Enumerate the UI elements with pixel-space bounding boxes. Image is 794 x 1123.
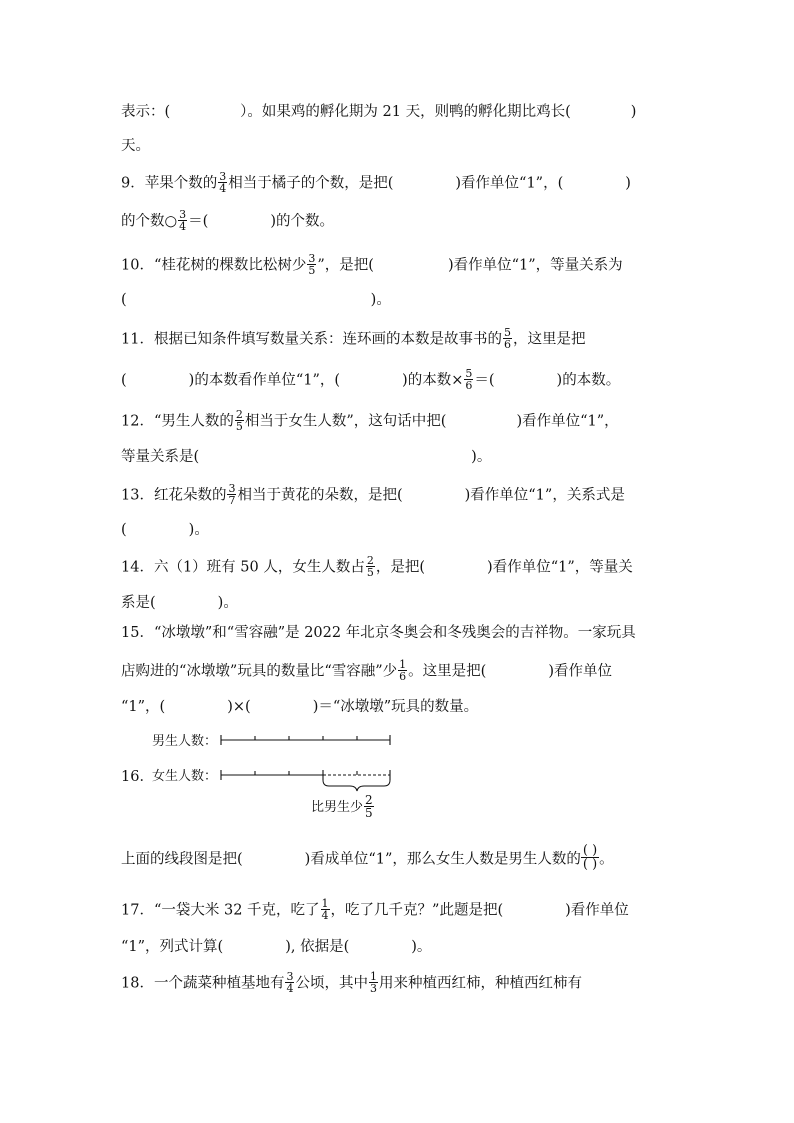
question-text: 17．“一袋大米 32 千克，吃了 xyxy=(121,902,320,919)
brace-text: 比男生少 xyxy=(311,800,364,815)
girl-segment-line xyxy=(221,770,390,780)
girl-count-label: 女生人数： xyxy=(152,769,218,784)
question-text: ( xyxy=(121,522,127,538)
question-text: ，这里是把 xyxy=(512,331,586,348)
fraction: $\frac{1}{3}$ xyxy=(369,970,377,995)
question-text: 公顷，其中 xyxy=(295,975,368,992)
question-text: ，吃了几千克？”此题是把( xyxy=(330,902,504,919)
fraction: $\frac{3}{5}$ xyxy=(308,252,316,277)
brace-label xyxy=(311,795,375,820)
question-text: )。 xyxy=(370,292,391,308)
question-text: )。 xyxy=(471,449,492,465)
question-text: )×( xyxy=(227,699,251,715)
question-text: 18．一个蔬菜种植基地有 xyxy=(121,975,285,992)
question-text: 相当于橘子的个数，是把( xyxy=(228,175,394,192)
fraction: $\frac{1}{6}$ xyxy=(399,658,407,683)
fraction: $\frac{2}{5}$ xyxy=(366,554,374,579)
question-16-number: 16． xyxy=(121,769,154,785)
question-text: ＝( xyxy=(474,372,495,389)
question-text: 等量关系是( xyxy=(121,449,200,465)
question-text: )的本数看作单位“1”，( xyxy=(188,372,341,389)
question-text: 相当于女生人数”，这句话中把( xyxy=(244,413,447,430)
question-text: ）。如果鸡的孵化期为 21 天，则鸭的孵化期比鸡长( xyxy=(240,104,571,120)
fraction: $\frac{3}{4}$ xyxy=(179,208,187,233)
question-text: 14．六（1）班有 50 人，女生人数占 xyxy=(121,559,365,576)
question-text: )。 xyxy=(188,522,209,538)
question-text: “1”，( xyxy=(121,699,166,715)
question-text: 10．“桂花树的棵数比松树少 xyxy=(121,257,307,274)
question-text: 15．“冰墩墩”和“雪容融”是 2022 年北京冬奥会和冬残奥会的吉祥物。一家玩具 xyxy=(121,625,636,641)
question-text: )看作单位“1”，( xyxy=(455,175,564,192)
question-text: ) xyxy=(630,104,637,120)
fraction: $\frac{1}{4}$ xyxy=(321,897,329,922)
fraction: $\frac{5}{6}$ xyxy=(465,367,473,392)
question-text: )看作单位“1”， xyxy=(516,413,619,430)
question-text: 相当于黄花的朵数，是把( xyxy=(237,487,403,504)
question-text: 上面的线段图是把( xyxy=(121,851,243,868)
answer-fraction-blank[interactable]: ( ) ( ) xyxy=(582,843,598,872)
fraction: $\frac{3}{4}$ xyxy=(286,970,294,995)
question-text: 13．红花朵数的 xyxy=(121,487,227,504)
question-text: 系是( xyxy=(121,595,156,611)
brace-fraction: $\frac{2}{5}$ xyxy=(365,793,373,820)
question-text: )看作单位“1”，等量关 xyxy=(487,559,633,576)
question-text: )看作单位 xyxy=(548,663,612,680)
question-text: )。 xyxy=(217,595,238,611)
question-text: ，是把( xyxy=(375,559,426,576)
question-text: 的个数○ xyxy=(121,213,178,230)
question-text: )＝“冰墩墩”玩具的数量。 xyxy=(312,699,479,715)
brace xyxy=(323,780,390,791)
question-text: 天。 xyxy=(121,138,150,154)
question-text: 11．根据已知条件填写数量关系：连环画的本数是故事书的 xyxy=(121,331,502,348)
question-text: ( xyxy=(121,372,127,389)
question-text: 12．“男生人数的 xyxy=(121,413,234,430)
question-text: )的本数。 xyxy=(556,372,621,389)
question-text: )的本数× xyxy=(402,372,464,389)
question-text: ”，是把( xyxy=(317,257,374,274)
fraction: $\frac{5}{6}$ xyxy=(503,326,511,351)
fraction: $\frac{2}{5}$ xyxy=(235,408,243,433)
question-text: 店购进的“冰墩墩”玩具的数量比“雪容融”少 xyxy=(121,663,398,680)
question-text: )看作单位“1”，关系式是 xyxy=(464,487,625,504)
question-text: ), 依据是( xyxy=(285,939,350,955)
question-text: 用来种植西红柿，种植西红柿有 xyxy=(378,975,582,992)
boy-segment-line xyxy=(221,735,390,745)
question-text: 9．苹果个数的 xyxy=(121,175,218,192)
question-text: )看作单位“1”，等量关系为 xyxy=(447,257,623,274)
question-text: ＝( xyxy=(188,213,209,230)
question-text: 表示：( xyxy=(121,104,171,120)
question-text: 。 xyxy=(599,851,614,868)
question-text: )的个数。 xyxy=(270,213,334,230)
question-text: )。 xyxy=(411,939,432,955)
fraction: $\frac{3}{4}$ xyxy=(219,170,227,195)
question-text: )看成单位“1”，那么女生人数是男生人数的 xyxy=(304,851,581,868)
question-text: )看作单位 xyxy=(565,902,629,919)
question-text: “1”，列式计算( xyxy=(121,939,224,955)
question-text: ) xyxy=(625,175,631,192)
boy-count-label: 男生人数： xyxy=(152,734,218,749)
question-text: 。这里是把( xyxy=(408,663,487,680)
fraction: $\frac{3}{7}$ xyxy=(228,482,236,507)
question-text: ( xyxy=(121,292,127,308)
